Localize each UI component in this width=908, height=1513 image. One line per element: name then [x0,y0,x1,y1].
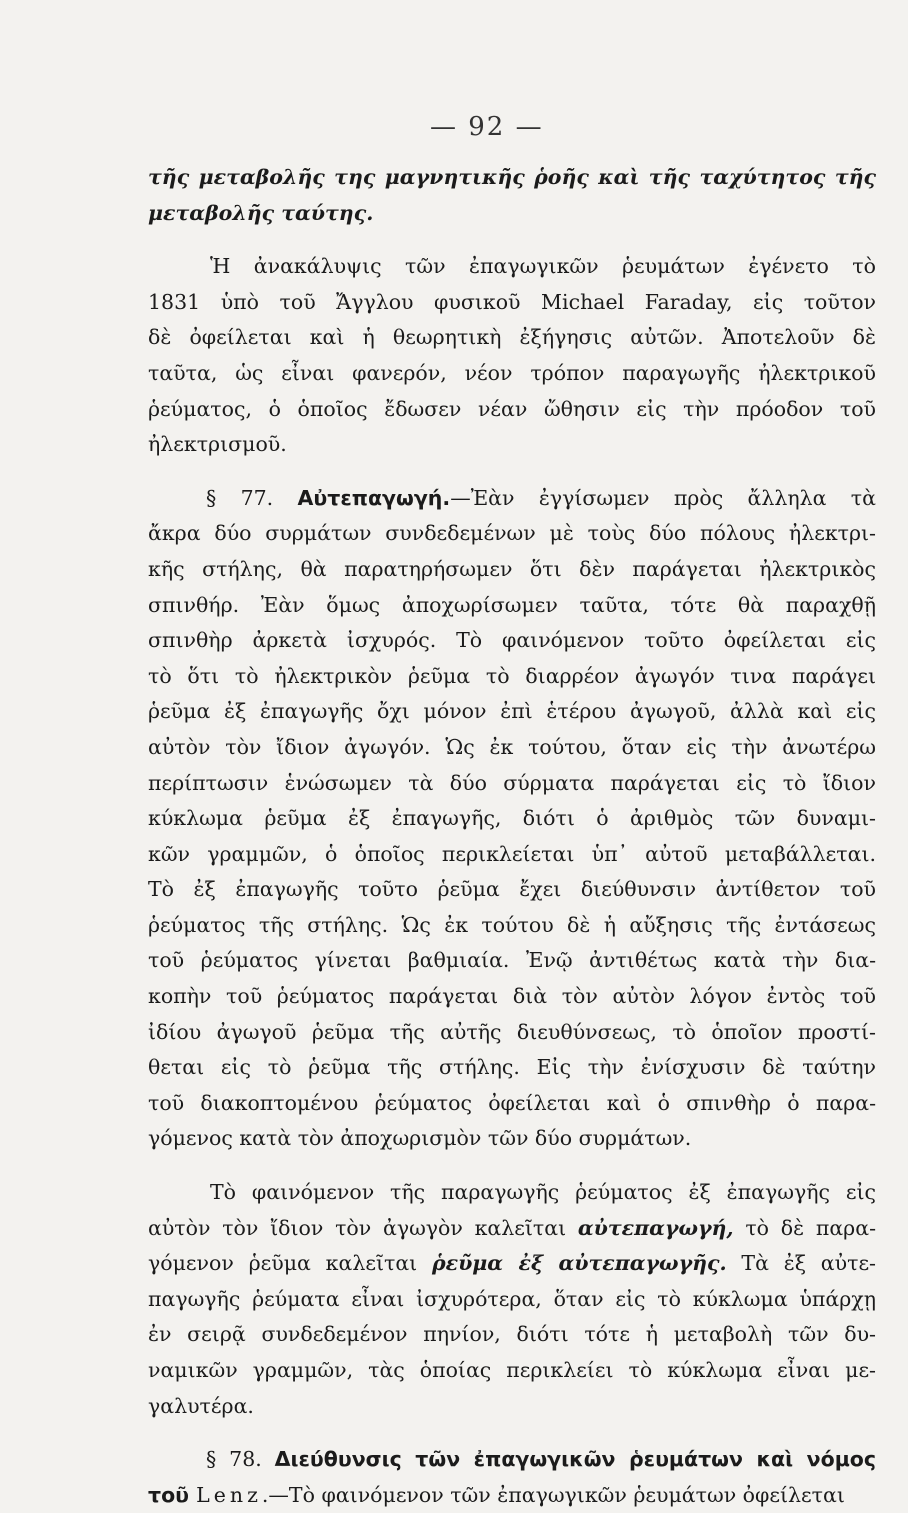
text-span: αὐτὸν τὸν ἴδιον τὸν ἀγωγὸν καλεῖται [148,1215,578,1240]
section-heading: Αὐτεπαγωγή. [297,485,451,510]
text-span: γαλυτέρα. [148,1393,254,1418]
text-span: θεται εἰς τὸ ῥεῦμα τῆς στήλης. Εἰς τὴν ἐνίσχυσιν δὲ ταύτην [148,1055,876,1080]
text-span: ἠλεκτρισμοῦ. [148,432,287,457]
text-line [148,1211,876,1247]
text-span: Τὸ φαινόμενον τῆς παραγωγῆς ῥεύματος ἐξ ἐπαγωγῆς εἰς [210,1180,876,1205]
text-span: Ἡ ἀνακάλυψις τῶν ἐπαγωγικῶν ῥευμάτων ἐγένετο τὸ [210,254,876,279]
text-line [148,1442,876,1478]
text-span: —Ἐὰν ἐγγίσωμεν πρὸς ἄλληλα τὰ [450,485,876,510]
text-span: δὲ ὀφείλεται καὶ ἡ θεωρητικὴ ἐξήγησις αὐτῶν. Ἀποτελοῦν δὲ [148,325,876,350]
text-span: μεταβολῆς ταύτης. [148,200,374,225]
text-line [148,320,876,356]
section-heading: Διεύθυνσις τῶν ἐπαγωγικῶν ῥευμάτων καὶ νόμος [274,1447,877,1472]
text-line [148,908,876,944]
text-line [148,837,876,873]
text-span: κῆς στήλης, θὰ παρατηρήσωμεν ὅτι δὲν παράγεται ἠλεκτρικὸς [148,556,876,581]
text-span: κῶν γραμμῶν, ὁ ὁποῖος περικλείεται ὑπ᾽ αὐτοῦ μεταβάλλεται. [148,841,876,866]
text-line [148,1353,876,1389]
text-span: περίπτωσιν ἑνώσωμεν τὰ δύο σύρματα παράγεται εἰς τὸ ἴδιον [148,770,876,795]
text-span: Τὰ ἐξ αὐτε- [726,1251,876,1276]
text-line [148,1121,876,1157]
body-text [148,160,876,1513]
text-line [148,1478,876,1513]
text-line [148,356,876,392]
emphasis: αὐτεπαγωγή, [577,1215,734,1240]
text-line [148,730,876,766]
text-span: κοπὴν τοῦ ῥεύματος παράγεται διὰ τὸν αὐτὸν λόγον ἐντὸς τοῦ [148,984,876,1009]
text-line [148,1086,876,1122]
text-span: ῥεῦμα ἐξ ἐπαγωγῆς ὄχι μόνον ἐπὶ ἑτέρου ἀγωγοῦ, ἀλλὰ καὶ εἰς [148,699,876,724]
text-span: ἄκρα δύο συρμάτων συνδεδεμένων μὲ τοὺς δύο πόλους ἠλεκτρι- [148,521,876,546]
text-span: ταῦτα, ὡς εἶναι φανερόν, νέον τρόπον παραγωγῆς ἠλεκτρικοῦ [148,360,876,385]
text-line [148,872,876,908]
text-span: τὸ ὅτι τὸ ἠλεκτρικὸν ῥεῦμα τὸ διαρρέον ἀγωγόν τινα παράγει [148,663,876,688]
text-line [148,766,876,802]
text-line [148,1317,876,1353]
text-line [148,1050,876,1086]
text-line [148,552,876,588]
text-span: παγωγῆς ῥεύματα εἶναι ἰσχυρότερα, ὅταν εἰς τὸ κύκλωμα ὑπάρχῃ [148,1286,876,1311]
text-line [148,516,876,552]
text-span: τὸ δὲ παρα- [733,1215,876,1240]
text-line [148,392,876,428]
text-line [148,979,876,1015]
text-span: αὐτὸν τὸν ἴδιον ἀγωγόν. Ὡς ἐκ τούτου, ὅταν εἰς τὴν ἀνωτέρω [148,734,876,759]
text-span: σπινθήρ. Ἐὰν ὅμως ἀποχωρίσωμεν ταῦτα, τότε θὰ παραχθῇ [148,592,876,617]
text-span: τοῦ ῥεύματος γίνεται βαθμιαία. Ἐνῷ ἀντιθέτως κατὰ τὴν δια- [148,948,876,973]
text-line [148,694,876,730]
text-line [148,160,876,196]
text-span: γόμενον ῥεῦμα καλεῖται [148,1251,432,1276]
section-number: § 77. [206,485,298,510]
text-span: σπινθὴρ ἀρκετὰ ἰσχυρός. Τὸ φαινόμενον τοῦτο ὀφείλεται εἰς [148,628,876,653]
text-line [148,801,876,837]
page-number: — 92 — [430,112,544,142]
text-span: ῥεύματος τῆς στήλης. Ὡς ἐκ τούτου δὲ ἡ αὔξησις τῆς ἐντάσεως [148,912,876,937]
text-line [148,1015,876,1051]
text-line [148,943,876,979]
text-span: κύκλωμα ῥεῦμα ἐξ ἐπαγωγῆς, διότι ὁ ἀριθμὸς τῶν δυναμι- [148,806,876,831]
text-line [148,481,876,517]
text-line [148,249,876,285]
text-span: ἰδίου ἀγωγοῦ ῥεῦμα τῆς αὐτῆς διευθύνσεως, τὸ ὁποῖον προστί- [148,1019,876,1044]
text-line [148,427,876,463]
text-span: ῥεύματος, ὁ ὁποῖος ἔδωσεν νέαν ὤθησιν εἰς τὴν πρόοδον τοῦ [148,396,876,421]
text-line [148,1246,876,1282]
text-line [148,659,876,695]
emphasis: ῥεῦμα ἐξ αὐτεπαγωγῆς. [431,1251,727,1276]
text-span: γόμενος κατὰ τὸν ἀποχωρισμὸν τῶν δύο συρμάτων. [148,1126,692,1151]
section-heading: τοῦ [148,1482,197,1507]
text-span: τῆς μεταβολῆς της μαγνητικῆς ῥοῆς καὶ τῆς ταχύτητος τῆς [148,165,876,189]
spaced-name: Lenz [196,1482,262,1507]
text-line [148,1282,876,1318]
text-span: ἐν σειρᾷ συνδεδεμένον πηνίον, διότι τότε ἡ μεταβολὴ τῶν δυ- [148,1322,876,1347]
text-span: 1831 ὑπὸ τοῦ Ἄγγλου φυσικοῦ Michael Faraday, εἰς τοῦτον [148,289,876,314]
text-line [148,196,876,232]
text-span: ναμικῶν γραμμῶν, τὰς ὁποίας περικλείει τὸ κύκλωμα εἶναι με- [148,1358,876,1382]
section-number: § 78. [206,1447,275,1472]
text-line [148,588,876,624]
text-line [148,623,876,659]
text-line [148,285,876,321]
text-line [148,1389,876,1425]
text-span: τοῦ διακοπτομένου ῥεύματος ὀφείλεται καὶ ὁ σπινθὴρ ὁ παρα- [148,1090,876,1115]
text-span: Τὸ ἐξ ἐπαγωγῆς τοῦτο ῥεῦμα ἔχει διεύθυνσιν ἀντίθετον τοῦ [148,877,876,902]
text-span: .—Τὸ φαινόμενον τῶν ἐπαγωγικῶν ῥευμάτων ὀφείλεται [261,1482,845,1507]
text-line [148,1175,876,1211]
